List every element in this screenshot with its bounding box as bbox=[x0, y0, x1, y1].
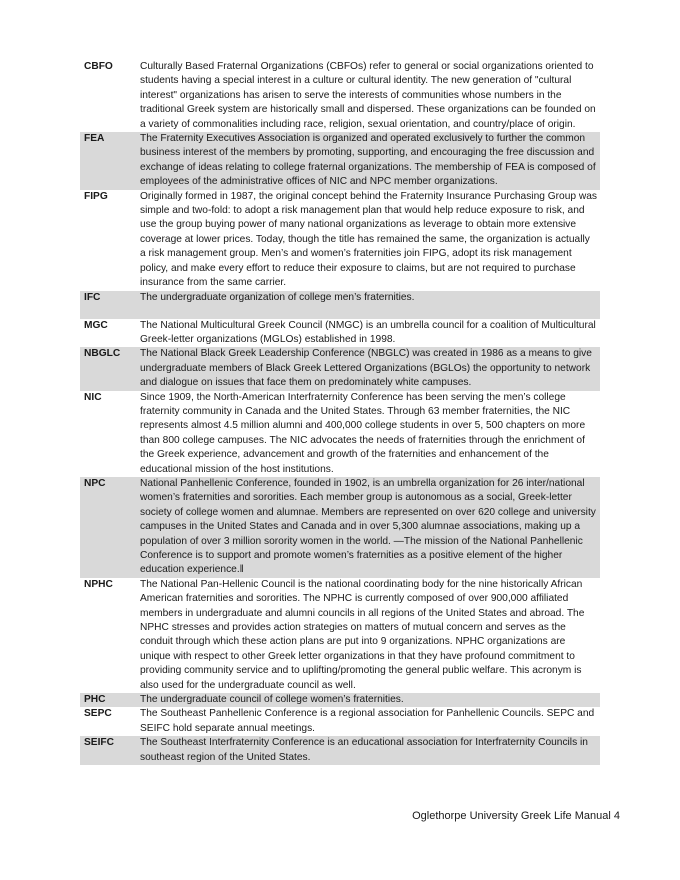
glossary-term: NIC bbox=[84, 391, 102, 403]
glossary-term: NPC bbox=[84, 477, 106, 489]
glossary-term: FEA bbox=[84, 133, 105, 145]
glossary-definition: The National Multicultural Greek Council (NMGC) is an umbrella council for a coalition of Multicultural Greek-letter organizations (MGLOs) established in 1998. bbox=[140, 319, 596, 345]
glossary-definition: The undergraduate organization of college men’s fraternities. bbox=[140, 291, 415, 303]
glossary-definition: Originally formed in 1987, the original concept behind the Fraternity Insurance Purchasing Group was simple and two-fold: to adopt a risk management plan that would help reduce exposure to risk, and use the group buying power of many national organizations as leverage to obtain more extensive coverage at lower prices. Today, though the title has remained the same, the organization is actually a risk management group. Men’s and women’s fraternities join FIPG, adopt its risk management policy, and make every effort to reduce their exposure to claims, but are not required to purchase insurance from the same carrier. bbox=[140, 190, 597, 289]
glossary-row-seifc bbox=[80, 736, 600, 765]
glossary-term: SEPC bbox=[84, 708, 112, 720]
glossary-term: CBFO bbox=[84, 61, 113, 72]
glossary-term: NPHC bbox=[84, 578, 113, 590]
glossary-table bbox=[80, 60, 600, 765]
glossary-definition: The National Black Greek Leadership Conference (NBGLC) was created in 1986 as a means to give undergraduate members of Black Greek Lettered Organizations (BGLOs) the opportunity to network and dialogue on issues that face them on predominately white campuses. bbox=[140, 348, 592, 389]
glossary-row-nic bbox=[80, 391, 600, 477]
glossary-definition: The National Pan-Hellenic Council is the national coordinating body for the nine historically African American fraternities and sororities. The NPHC is currently composed of over 900,000 affiliated members in undergraduate and alumni councils in all regions of the United States and abroad. The NPHC stresses and provides action strategies on matters of mutual concern and serves as the conduit through which these action plans are put into 9 organizations. NPHC organizations are unique with respect to other Greek letter organizations in that they have profound commitment to providing community service and to uplifting/promoting the general public welfare. This acronym is also used for the undergraduate council as well. bbox=[140, 578, 585, 691]
glossary-term: FIPG bbox=[84, 190, 108, 202]
glossary-term: IFC bbox=[84, 291, 101, 303]
glossary-row-phc bbox=[80, 693, 600, 707]
glossary-row-mgc bbox=[80, 319, 600, 348]
glossary-definition: Since 1909, the North-American Interfraternity Conference has been serving the men’s college fraternity community in Canada and the United States. Through 63 member fraternities, the NIC represents almost 4.5 million alumni and 400,000 college students in over 5, 500 chapters on more than 800 college campuses. The NIC advocates the needs of fraternities through the enrichment of the Greek experience, advancement and growth of the fraternities and enhancement of the educational mission of the host institutions. bbox=[140, 391, 586, 475]
glossary-row-npc bbox=[80, 477, 600, 578]
glossary-definition: The Southeast Interfraternity Conference is an educational association for Interfraternity Councils in southeast region of the United States. bbox=[140, 737, 588, 763]
glossary-term: MGC bbox=[84, 319, 108, 331]
glossary-row-sepc bbox=[80, 707, 600, 736]
glossary-row-nphc bbox=[80, 578, 600, 693]
glossary-row-nbglc bbox=[80, 347, 600, 390]
glossary-definition: The Southeast Panhellenic Conference is a regional association for Panhellenic Councils. SEPC and SEIFC hold separate annual meetings. bbox=[140, 708, 595, 734]
glossary-term: SEIFC bbox=[84, 737, 115, 749]
glossary-row-fea bbox=[80, 132, 600, 190]
glossary-definition: The Fraternity Executives Association is organized and operated exclusively to further the common business interest of the members by promoting, supporting, and encouraging the free discussion and exchange of ideas relating to college fraternal organizations. The membership of FEA is composed of employees of the administrative offices of NIC and NPC member organizations. bbox=[140, 133, 596, 188]
glossary-term: PHC bbox=[84, 694, 106, 706]
glossary-row-ifc bbox=[80, 291, 600, 319]
page-footer: Oglethorpe University Greek Life Manual 4 bbox=[412, 810, 620, 822]
glossary-term: NBGLC bbox=[84, 348, 121, 360]
glossary-row-fipg bbox=[80, 190, 600, 291]
glossary-definition: Culturally Based Fraternal Organizations (CBFOs) refer to general or social organizations oriented to students having a special interest in a culture or cultural identity. The new generation of "cultural interest" organizations has arisen to serve the interests of communities whose numbers in the traditional Greek system are historically small and dispersed. These organizations can be founded on a variety of commonalities including race, religion, sexual orientation, and country/place of origin. bbox=[140, 61, 596, 130]
glossary-definition: National Panhellenic Conference, founded in 1902, is an umbrella organization for 26 inter/national women’s fraternities and sororities. Each member group is autonomous as a social, Greek-letter society of college women and alumnae. Members are represented on over 620 college and university campuses in the United States and Canada and in over 5,300 alumnae associations, making up a population of over 3 million sorority women in the world. —The mission of the National Panhellenic Conference is to support and promote women’s fraternities as a positive element of the higher education experience.‖ bbox=[140, 477, 596, 576]
glossary-row-cbfo bbox=[80, 60, 600, 132]
glossary-definition: The undergraduate council of college women’s fraternities. bbox=[140, 694, 404, 706]
